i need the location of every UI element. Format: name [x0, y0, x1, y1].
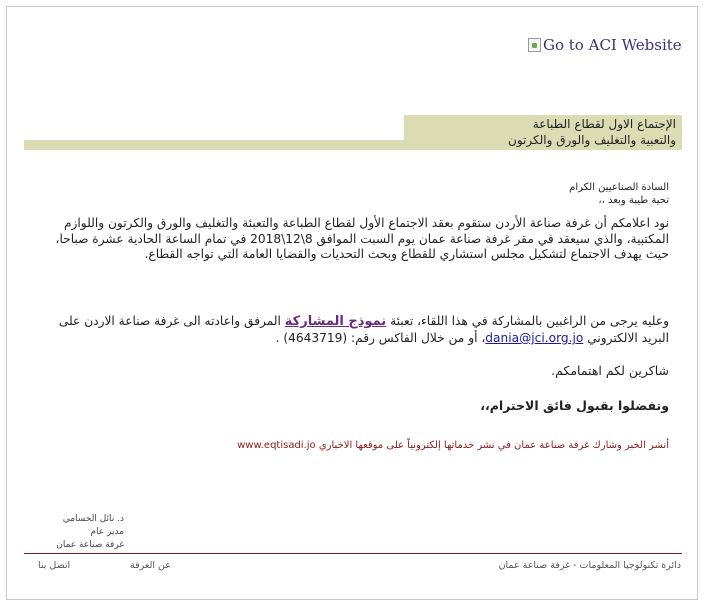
email-link[interactable]: dania@jci.org.jo — [485, 331, 584, 345]
aci-website-link[interactable] — [528, 36, 682, 54]
para2-mid: المرفق واعادته الى غرفة صناعة الاردن على البريد الالكتروني — [58, 314, 669, 345]
email-container — [6, 6, 698, 600]
footer-divider — [24, 553, 682, 554]
greeting-line-1: السادة الصناعيين الكرام — [569, 182, 669, 193]
share-notice: أنشر الخبر وشارك غرفة صناعة عمان في نشر خدماتها إلكترونياً على موقعها الاخباري www.eqtisadi.jo — [237, 440, 669, 451]
greeting-line-2: تحية طيبة وبعد ،، — [598, 195, 669, 206]
body-paragraph-1: نود اعلامكم أن غرفة صناعة الأردن ستقوم بعقد الاجتماع الأول لقطاع الطباعة والتعبئة والتغليف والورق والكرتون واللوازم المكتبية، والذي سيعقد في مقر غرفة صناعة عمان يوم السبت الموافق 8\12\2018 في تمام الساعة الحادية عشرة صباحا، حيث يهدف الاجتماع لتشكيل مجلس استشاري للقطاع وبحث التحديات والقضايا العامة التي تواجه القطاع. — [55, 216, 669, 261]
signature-block — [24, 513, 124, 552]
footer-about-link[interactable]: عن الغرفة — [130, 560, 171, 571]
body-paragraph-2 — [29, 313, 669, 346]
logo-alt-text: Go to ACI Website — [543, 36, 682, 54]
regards-text: وتفضلوا بقبول فائق الاحترام،، — [480, 398, 669, 413]
title-line-2: والتعبية والتغليف والورق والكرتون — [508, 133, 676, 147]
para2-after: ، أو من خلال الفاكس رقم: (4643719) . — [275, 331, 486, 345]
broken-image-icon — [528, 38, 541, 52]
signature-org: غرفة صناعة عمان — [56, 540, 124, 550]
title-box — [404, 115, 682, 150]
footer-contact-link[interactable]: اتصل بنا — [38, 560, 71, 571]
greeting — [569, 181, 669, 207]
para2-before: وعليه يرجى من الراغبين بالمشاركة في هذا اللقاء، تعبئة — [390, 314, 669, 328]
footer-department: دائرة تكنولوجيا المعلومات - غرفة صناعة عمان — [498, 560, 681, 571]
signature-position: مدير عام — [90, 527, 124, 537]
participation-form-link[interactable]: نموذج المشاركة — [284, 314, 387, 329]
signature-name: د. نائل الحسامي — [62, 514, 124, 524]
thanks-text: شاكرين لكم اهتمامكم. — [551, 363, 669, 378]
title-line-1: الإجتماع الاول لقطاع الطباعة — [532, 117, 676, 131]
